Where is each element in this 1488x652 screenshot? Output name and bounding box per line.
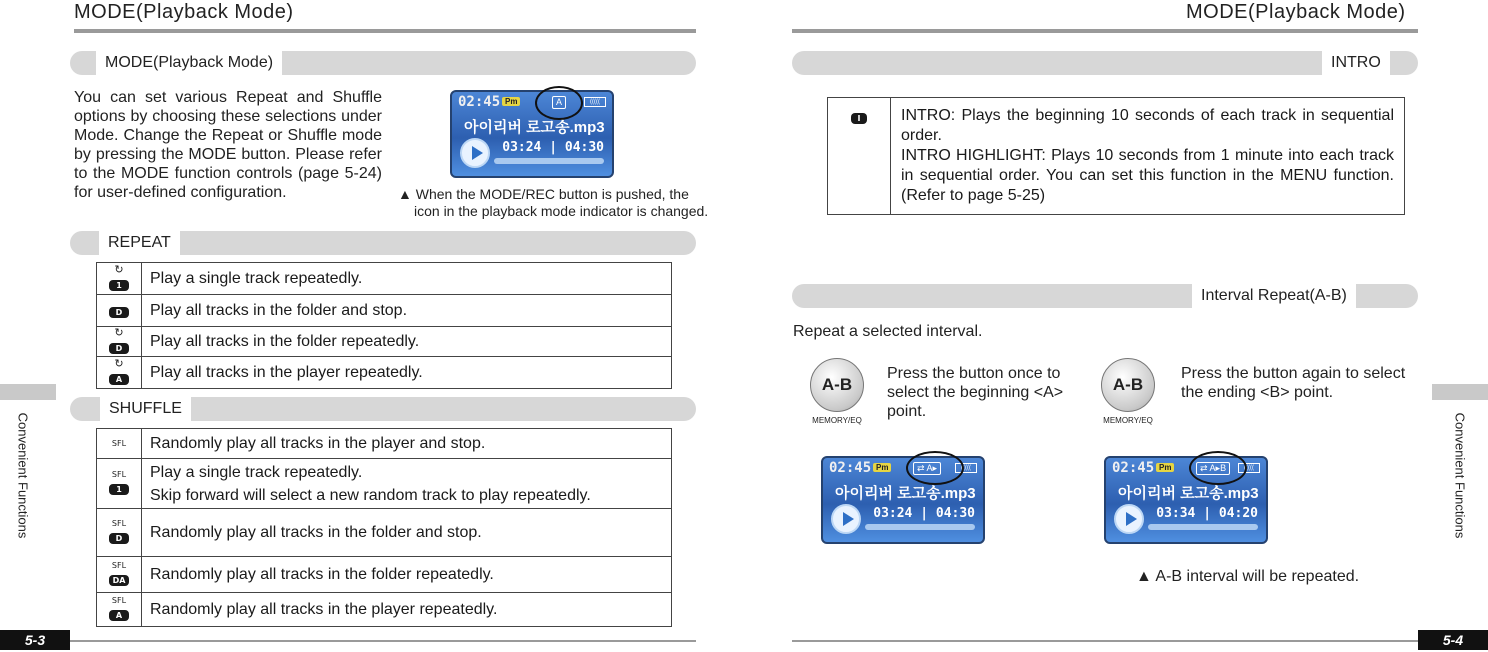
display-time: 03:24 | 04:30	[502, 140, 604, 155]
ab-section-bar	[792, 284, 1418, 308]
table-row	[828, 98, 1405, 215]
table-row	[97, 459, 672, 509]
shuffle-folder-stop-icon: SFL D	[97, 509, 142, 557]
intro-section-bar	[792, 51, 1418, 75]
display-song: 아이리버 로고송.mp3	[1118, 485, 1259, 502]
left-side-tab	[0, 384, 56, 400]
intro-text	[891, 98, 1405, 215]
ab-button-caption: MEMORY/EQ	[812, 416, 862, 425]
repeat-row-text: Play a single track repeatedly.	[142, 263, 672, 295]
repeat-one-icon: ↻ 1	[97, 263, 142, 295]
ab-button-face: A-B	[1101, 358, 1155, 412]
repeat-folder-stop-icon: D	[97, 295, 142, 327]
shuffle-folder-icon: SFL DA	[97, 557, 142, 593]
display-ampm: Pm	[873, 463, 891, 472]
shuffle-row-text: Randomly play all tracks in the player and stop.	[142, 429, 672, 459]
player-display	[450, 90, 614, 178]
repeat-folder-icon: ↻ D	[97, 327, 142, 357]
shuffle-row-line2: Skip forward will select a new random track to play repeatedly.	[150, 486, 591, 504]
right-header-rule	[792, 29, 1418, 33]
repeat-row-text: Play all tracks in the folder repeatedly.	[142, 327, 672, 357]
battery-icon: (((((	[1238, 463, 1260, 473]
progress-bar	[1148, 524, 1258, 530]
shuffle-row-text: Randomly play all tracks in the player repeatedly.	[142, 593, 672, 627]
play-icon	[831, 504, 861, 534]
progress-bar	[494, 158, 604, 164]
intro-line1: INTRO: Plays the beginning 10 seconds of each track in sequential order.	[901, 107, 1394, 144]
display-clock: 02:45	[458, 94, 501, 110]
ab-button-face: A-B	[810, 358, 864, 412]
display-mode-icon: A	[552, 96, 566, 109]
display-time: 03:24 | 04:30	[873, 506, 975, 521]
repeat-section-bar	[70, 231, 696, 255]
ab-button-2	[1097, 358, 1159, 428]
intro-line2: INTRO HIGHLIGHT: Plays 10 seconds from 1 minute into each track in sequential order. You can set this function in the MENU function.(Refer to page 5-25)	[901, 147, 1394, 204]
highlight-circle	[535, 86, 583, 120]
repeat-all-icon: ↻ A	[97, 357, 142, 389]
shuffle-section-title: SHUFFLE	[100, 397, 191, 421]
left-page-title: MODE(Playback Mode)	[74, 1, 294, 23]
table-row	[97, 357, 672, 389]
right-side-label: Convenient Functions	[1452, 412, 1468, 539]
shuffle-section-bar	[70, 397, 696, 421]
highlight-circle	[1189, 451, 1247, 485]
ab-subtitle: Repeat a selected interval.	[793, 323, 983, 340]
right-page-title: MODE(Playback Mode)	[1186, 1, 1406, 23]
ab-step2: Press the button again to select the ending <B> point.	[1181, 365, 1406, 401]
display-song: 아이리버 로고송.mp3	[835, 485, 976, 502]
repeat-row-text: Play all tracks in the folder and stop.	[142, 295, 672, 327]
right-page-number: 5-4	[1418, 630, 1488, 650]
table-row	[97, 295, 672, 327]
display-clock: 02:45	[829, 460, 872, 476]
battery-icon: (((((	[955, 463, 977, 473]
shuffle-row-text: Randomly play all tracks in the folder repeatedly.	[142, 557, 672, 593]
repeat-row-text: Play all tracks in the player repeatedly.	[142, 357, 672, 389]
shuffle-table	[96, 428, 672, 627]
table-row	[97, 509, 672, 557]
left-page-number: 5-3	[0, 630, 70, 650]
repeat-section-title: REPEAT	[99, 231, 180, 255]
intro-section-title: INTRO	[1322, 51, 1390, 75]
play-icon	[1114, 504, 1144, 534]
highlight-circle	[906, 451, 964, 485]
intro-table	[827, 97, 1405, 215]
mode-caption	[398, 186, 708, 220]
shuffle-all-icon: SFL A	[97, 593, 142, 627]
ab-step1: Press the button once to select the beginning <A> point.	[887, 365, 1064, 420]
left-footer-rule	[70, 640, 696, 642]
mode-section-title: MODE(Playback Mode)	[96, 51, 282, 75]
shuffle-all-stop-icon: SFL	[97, 429, 142, 459]
shuffle-row-text	[142, 459, 672, 509]
right-footer-rule	[792, 640, 1418, 642]
table-row	[97, 327, 672, 357]
shuffle-row-line1: Play a single track repeatedly.	[150, 463, 363, 481]
shuffle-row-text: Randomly play all tracks in the folder and stop.	[142, 509, 672, 557]
mode-caption-line1: ▲ When the MODE/REC button is pushed, the	[398, 186, 689, 202]
display-ampm: Pm	[1156, 463, 1174, 472]
mode-section-bar	[70, 51, 696, 75]
table-row	[97, 429, 672, 459]
play-icon	[460, 138, 490, 168]
mode-description: You can set various Repeat and Shuffle options by choosing these selections under Mode. Change the Repeat or Shuffle mode by pressing the MODE button. Please refer to the MODE function controls (page 5-24) for user-defined configuration.	[74, 89, 382, 201]
display-ampm: Pm	[502, 97, 520, 106]
left-side-label: Convenient Functions	[15, 412, 31, 539]
display-clock: 02:45	[1112, 460, 1155, 476]
progress-bar	[865, 524, 975, 530]
table-row	[97, 263, 672, 295]
battery-icon: (((((	[584, 97, 606, 107]
display-mode-icon: ⇄ A▸B	[1196, 462, 1230, 475]
left-header-rule	[74, 29, 696, 33]
display-song: 아이리버 로고송.mp3	[464, 119, 605, 136]
ab-caption: ▲ A-B interval will be repeated.	[1136, 568, 1360, 585]
intro-icon: I	[828, 98, 891, 215]
shuffle-one-icon: SFL 1	[97, 459, 142, 509]
ab-section-title: Interval Repeat(A-B)	[1192, 284, 1356, 308]
display-time: 03:34 | 04:20	[1156, 506, 1258, 521]
table-row	[97, 593, 672, 627]
ab-button-1	[806, 358, 868, 428]
ab-button-caption: MEMORY/EQ	[1103, 416, 1153, 425]
mode-caption-line2: icon in the playback mode indicator is changed.	[414, 203, 709, 219]
display-mode-icon: ⇄ A▸	[913, 462, 941, 475]
table-row	[97, 557, 672, 593]
repeat-table	[96, 262, 672, 389]
right-side-tab	[1432, 384, 1488, 400]
